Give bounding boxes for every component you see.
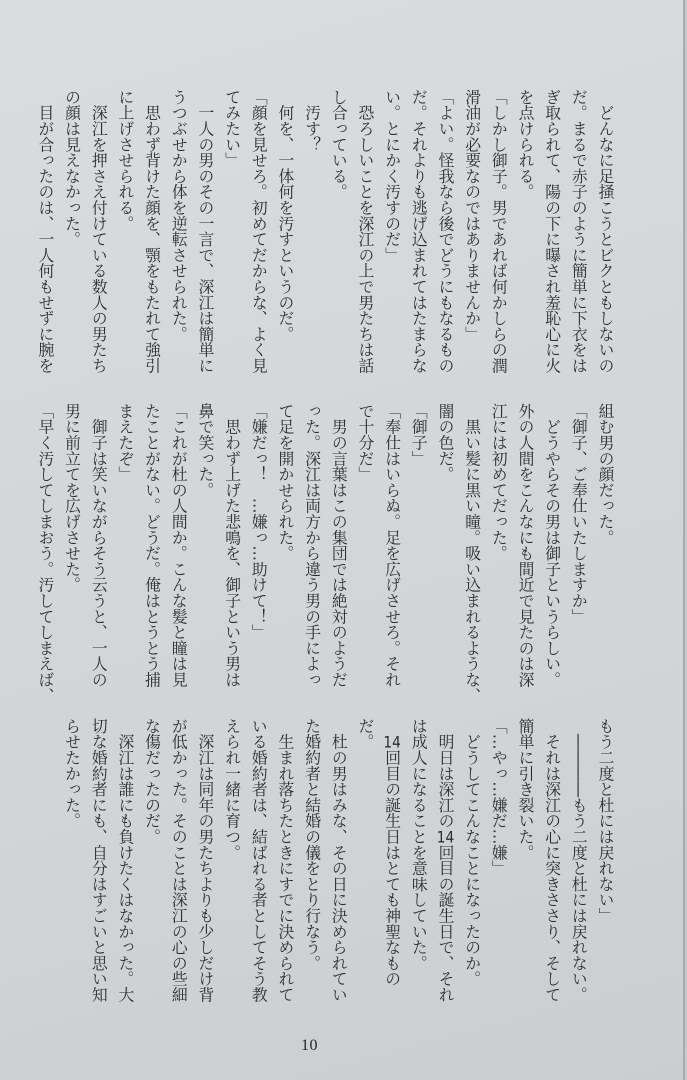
text-column: 男の言葉はこの集団では絶対のようだ (329, 403, 349, 688)
text-column: に上げさせられる。 (115, 89, 135, 232)
text-column: 深江は同年の男たちよりも少しだけ背 (195, 718, 215, 1003)
text-column: 杜の男はみな、その日に決められてい (329, 718, 349, 1003)
text-column: うつぶせから体を逆転させられた。 (169, 89, 189, 342)
text-column: 滑油が必要なのではありませんか」 (462, 89, 482, 342)
text-column: 切な婚約者にも、自分はすごいと思い知 (89, 718, 109, 1003)
text-column: 14回目の誕生日はとても神聖なもの (382, 733, 402, 987)
text-column: 「よい。怪我なら後でどうにもなるもの (435, 89, 455, 374)
text-column: 「顔を見せろ。初めてだからな、よく見 (249, 89, 269, 374)
text-column: それは深江の心に突きささり、そして (542, 718, 562, 1003)
text-column: を点けられる。 (515, 89, 535, 200)
text-column: い。とにかく汚すのだ」 (382, 89, 402, 263)
text-column: 江には初めてだった。 (489, 403, 509, 561)
text-column: まえたぞ」 (115, 403, 135, 482)
text-column: だ。まるで赤子のように簡単に下衣をは (569, 89, 589, 374)
text-block-upper (31, 89, 618, 379)
tate-chu-yoko-number: 14 (383, 733, 401, 750)
text-column: らせたかった。 (62, 718, 82, 829)
page-number: 10 (301, 1037, 318, 1054)
text-column: ――――もう二度と杜には戻れない。 (569, 718, 589, 1003)
text-column: 思わず上げた悲鳴を、御子という男は (222, 403, 242, 688)
text-column: だ。それよりも逃げ込まれてはたまらな (409, 89, 429, 374)
text-column: 「早く汚してしまおう。汚してしまえば、 (35, 403, 55, 704)
text-column: 何を、一体何を汚すというのだ。 (275, 89, 295, 342)
text-column: て足を開かせられた。 (275, 403, 295, 561)
text-column: 「奉仕はいらぬ。足を広げさせろ。それ (382, 403, 402, 688)
text-column: 一人の男のその一言で、深江は簡単に (195, 89, 215, 374)
text-column: 恐ろしいことを深江の上で男たちは話 (355, 89, 375, 374)
text-column: 思わず背けた顔を、顎をもたれて強引 (142, 89, 162, 374)
text-column: った。深江は両方から違う男の手によっ (302, 403, 322, 688)
text-column: てみたい」 (222, 89, 242, 168)
text-column: 男に前立てを広げさせた。 (62, 403, 82, 593)
text-column: た婚約者と結婚の儀をとり行なう。 (302, 718, 322, 971)
text-column: 外の人間をこんなにも間近で見たのは深 (515, 403, 535, 688)
text-column: 「これが杜の人間か。こんな髪と瞳は見 (169, 403, 189, 688)
text-column: は成人になることを意味していた。 (409, 718, 429, 971)
text-column: で十分だ」 (355, 403, 375, 482)
text-column: し合っている。 (329, 89, 349, 200)
text-column: どんなに足掻こうとビクともしないの (596, 89, 615, 374)
text-column: 目が合ったのは、一人何もせずに腕を (35, 89, 55, 374)
text-column: たことがない。どうだ。俺はとうとう捕 (142, 403, 162, 688)
text-column: 組む男の顔だった。 (596, 403, 615, 546)
text-column: どうやらその男は御子というらしい。 (542, 403, 562, 688)
text-column: 生まれ落ちたときにすでに決められて (275, 718, 295, 1003)
text-column: えられ一緒に育つ。 (222, 718, 242, 861)
text-block-lower (58, 718, 618, 1008)
text-column: 明日は深江の14回目の誕生日で、それ (435, 718, 455, 1003)
text-column: の顔は見えなかった。 (62, 89, 82, 247)
text-column: どうしてこんなことになったのか。 (462, 718, 482, 987)
text-column: 汚す？ (302, 89, 322, 153)
text-column: 「嫌だっ！ …嫌っ…助けて！」 (249, 403, 269, 640)
text-column: 深江を押さえ付けている数人の男たち (89, 89, 109, 374)
text-column: 深江は誰にも負けたくはなかった。大 (115, 718, 135, 1003)
text-column: 闇の色だ。 (435, 403, 455, 482)
text-column: が低かった。そのことは深江の心の些細 (169, 718, 189, 1003)
text-column: 簡単に引き裂いた。 (515, 718, 535, 861)
tate-chu-yoko-number: 14 (436, 828, 455, 845)
text-column: 「御子」 (409, 403, 429, 467)
text-column: 御子は笑いながらそう云うと、一人の (89, 403, 109, 688)
text-column: 鼻で笑った。 (195, 403, 215, 498)
text-column: な傷だったのだ。 (142, 718, 162, 845)
text-block-middle (31, 403, 618, 704)
text-column: もう二度と杜には戻れない」 (596, 718, 615, 924)
text-column: だ。 (355, 718, 375, 750)
text-column: いる婚約者は、結ばれる者としてそう教 (249, 718, 269, 1003)
text-column: 「御子、ご奉仕いたしますか」 (569, 403, 589, 625)
text-column: 「…やっ…嫌だ…嫌」 (489, 718, 509, 876)
text-column: 「しかし御子。男であれば何かしらの潤 (489, 89, 509, 374)
text-column: ぎ取られて、陽の下に曝され羞恥心に火 (542, 89, 562, 374)
text-column: 黒い髪に黒い瞳。吸い込まれるような、 (462, 403, 482, 704)
